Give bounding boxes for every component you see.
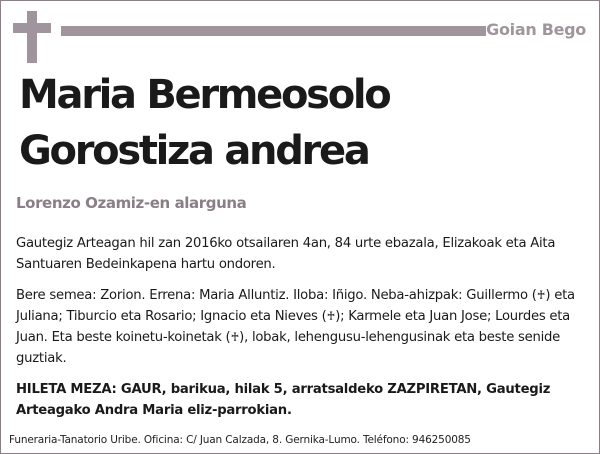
family-text-part2: ) eta Juliana; Tiburcio eta Rosario; Ignacio eta Nieves ( [16, 288, 575, 324]
deceased-cross-icon: ♰ [326, 309, 336, 323]
brand-label: Goian Bego [486, 20, 586, 39]
deceased-name-line1: Maria Bermeosolo [19, 72, 390, 118]
cross-icon [27, 11, 37, 63]
family-text-part3: ); Karmele eta Juan Jose; Lourdes eta Juan. Eta beste koinetu-koinetak ( [16, 309, 571, 345]
deceased-name [19, 67, 589, 179]
funeral-home-footer: Funeraria-Tanatorio Uribe. Oficina: C/ Juan Calzada, 8. Gernika-Lumo. Teléfono: 946250085 [9, 434, 471, 446]
spouse-subtitle: Lorenzo Ozamiz-en alarguna [16, 194, 247, 212]
family-text-part1: Bere semea: Zorion. Errena: Maria Alluntiz. Iloba: Iñigo. Neba-ahizpak: Guillermo ( [16, 288, 537, 303]
deceased-name-line2: Gorostiza andrea [19, 128, 369, 174]
deceased-cross-icon: ♰ [536, 288, 546, 302]
death-notice-paragraph: Gautegiz Arteagan hil zan 2016ko otsailaren 4an, 84 urte ebazala, Elizakoak eta Aita Santuaren Bedeinkapena hartu ondoren. [16, 236, 556, 272]
family-text-part4: ), lobak, lehengusu-lehengusinak eta beste senide guztiak. [16, 330, 560, 366]
header-divider-bar [61, 26, 486, 36]
family-paragraph [16, 285, 591, 369]
cross-icon-bar [13, 23, 51, 33]
deceased-cross-icon: ♰ [230, 330, 240, 344]
funeral-mass-paragraph: HILETA MEZA: GAUR, barikua, hilak 5, arratsaldeko ZAZPIRETAN, Gautegiz Arteagako Andra Maria eliz-parrokian. [16, 382, 551, 418]
